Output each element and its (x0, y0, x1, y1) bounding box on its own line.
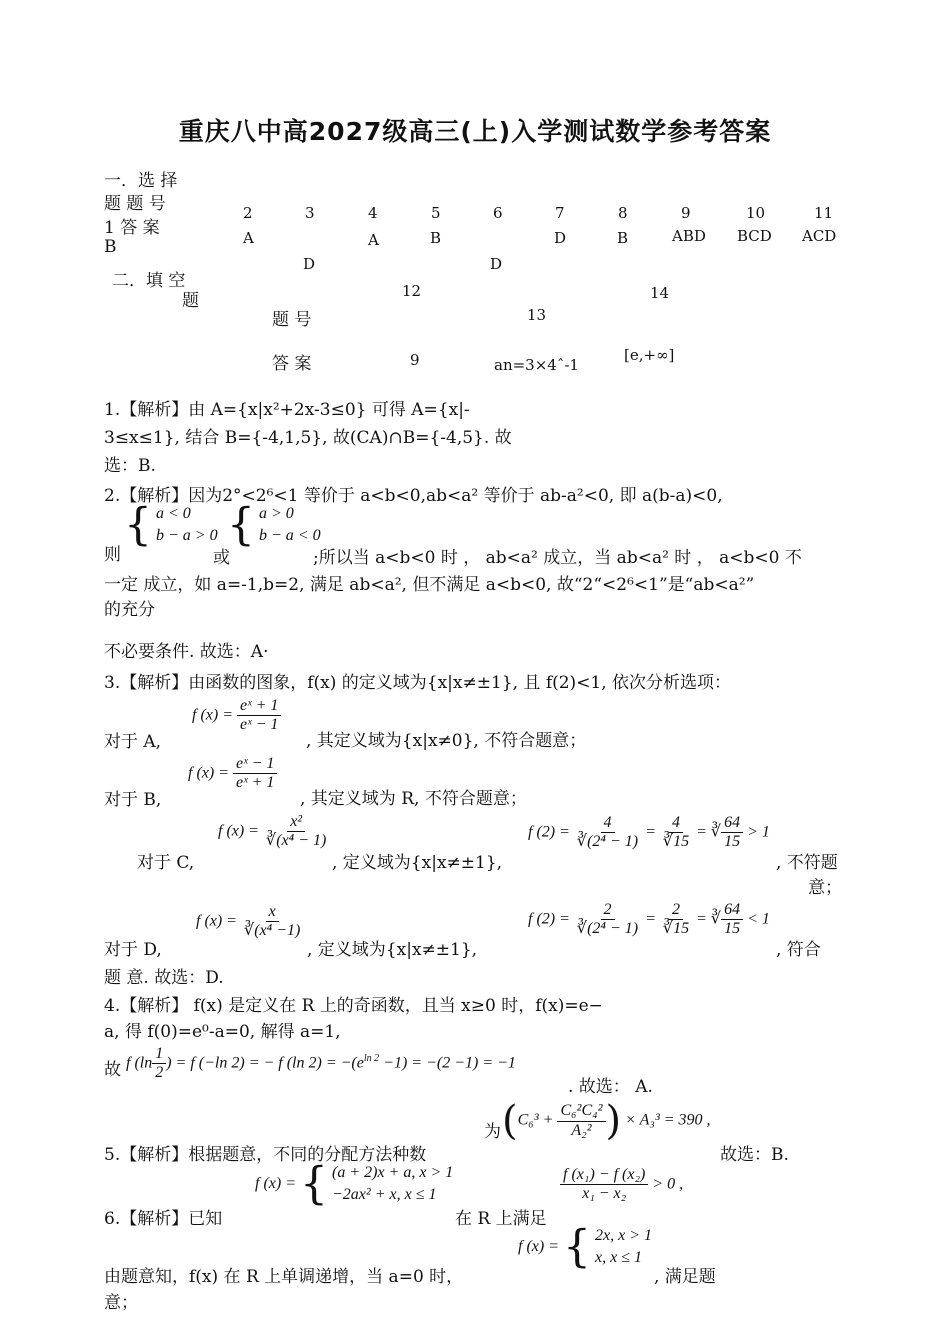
answer-13: an=3×4ˆ-1 (494, 356, 579, 374)
solution-5-line: 5.【解析】根据题意，不同的分配方法种数 (104, 1145, 427, 1165)
answer-9: ABD (672, 227, 706, 245)
case-line: 2x, x > 1 (595, 1227, 652, 1244)
solution-2-line: 一定 成立，如 a=-1,b=2, 满足 ab<a², 但不满足 a<b<0, 故“2“<2⁶<1”是“ab<a²” (104, 575, 755, 595)
solution-4-line: a, 得 f(0)=e⁰-a=0, 解得 a=1, (104, 1022, 341, 1042)
option-text: , 不符题 (776, 853, 838, 873)
question-number: 5 (431, 204, 441, 222)
option-text: 题 意. 故选：D. (104, 968, 224, 988)
solution-2-line: 不必要条件. 故选：A· (104, 642, 269, 662)
section2-heading-tail: 题 (182, 291, 199, 311)
option-text: , 其定义域为 R, 不符合题意； (300, 789, 527, 809)
solution-2-or: 或 (213, 548, 230, 568)
section1-num-label: 题 题 号 (104, 194, 166, 214)
solution-6-tail: , 满足题 (654, 1267, 716, 1287)
case-line: (a + 2)x + a, x > 1 (332, 1164, 454, 1181)
case-line: a < 0 (156, 505, 191, 522)
answer-4: A (368, 231, 379, 249)
solution-6-line: 6.【解析】已知 (104, 1209, 223, 1229)
solution-1-line: 1.【解析】由 A={x|x²+2x-3≤0} 可得 A={x|- (104, 400, 470, 420)
question-number: 11 (814, 204, 834, 222)
solution-1-line: 选：B. (104, 456, 156, 476)
formula: f (2) = $\frac{4}{\text{∛(2⁴ − 1)}}$ = $\frac{4}{∛15}$ = ∛ $\frac{64}{15}$ > 1 (528, 814, 770, 851)
piecewise-function: f (x) = { 2x, x > 1 x, x ≤ 1 (518, 1221, 652, 1273)
formula: f (ln $\frac{1}{2}$ ) = f (−ln 2) = − f (ln $2) = -(e^{ln 2} -1) = -(2 -1) = -1$ (126, 1045, 516, 1082)
answer-11: ACD (802, 227, 837, 245)
answer-8: B (617, 229, 629, 247)
case-line: a > 0 (259, 505, 294, 522)
solution-4-gu: 故 (104, 1060, 121, 1080)
case-system: { a < 0 b − a > 0 (124, 499, 218, 551)
option-text: , 符合 (776, 940, 821, 960)
question-number: 13 (527, 306, 547, 324)
solution-5-tail: 故选：B. (720, 1145, 789, 1165)
answer-12: 9 (410, 351, 420, 369)
piecewise-function: f (x) = { (a + 2)x + a, x > 1 −2ax² + x, x ≤ 1 (255, 1158, 454, 1210)
formula: f (x) = $\frac{x}{\text{∛(x⁴ −1)}}$ (196, 903, 301, 940)
solution-6-end: 意； (104, 1293, 138, 1313)
question-number: 9 (681, 204, 691, 222)
solution-5-wei: 为 (484, 1122, 501, 1142)
answer-7: D (554, 229, 567, 247)
question-number: 3 (305, 204, 315, 222)
solution-2-line: 的充分 (104, 600, 155, 620)
answer-14: [e,+∞] (624, 346, 675, 364)
option-text: , 定义域为{x|x≠±1}, (307, 940, 478, 960)
solution-4-line: 4.【解析】 f(x) 是定义在 R 上的奇函数，且当 x≥0 时，f(x)=e− (104, 996, 603, 1016)
case-line: b − a > 0 (156, 527, 218, 545)
solution-3-intro: 3.【解析】由函数的图象，f(x) 的定义域为{x|x≠±1}, 且 f(2)<1, 依次分析选项： (104, 673, 732, 693)
solution-1-line: 3≤x≤1}, 结合 B={-4,1,5}, 故(CA)∩B={-4,5}. 故 (104, 428, 512, 448)
question-number: 4 (368, 204, 378, 222)
option-text: , 其定义域为{x|x≠0}, 不符合题意； (306, 731, 587, 751)
case-line: −2ax² + x, x ≤ 1 (332, 1186, 437, 1204)
question-number: 8 (618, 204, 628, 222)
monotonic-condition: $\frac{\text{f (x₁) − f (x₂)}}{\text{x₁ − x₂}}$ > 0 , (560, 1166, 683, 1204)
question-number: 7 (555, 204, 565, 222)
option-label: 对于 A, (104, 732, 162, 752)
section2-ans-label: 答 案 (272, 354, 312, 374)
option-label: 对于 C, (137, 853, 195, 873)
section1-heading: 一．选 择 (104, 171, 178, 191)
formula: f (x) = $\frac{\text{x²}}{\text{∛(x⁴ − 1)}}$ (218, 813, 327, 850)
solution-2-line: 2.【解析】因为2°<2⁶<1 等价于 a<b<0,ab<a² 等价于 ab-a²<0, 即 a(b-a)<0, (104, 486, 723, 506)
answer-10: BCD (737, 227, 772, 245)
answer-3: D (303, 255, 316, 273)
answer-5: B (430, 229, 442, 247)
answer-6: D (490, 255, 503, 273)
section1-ans-label: 1 答 案 (104, 218, 160, 238)
formula: f (x) = $\frac{\text{eˣ − 1}}{\text{eˣ + 1}}$ (188, 755, 277, 793)
section2-num-label: 题 号 (272, 310, 312, 330)
formula: f (x) = $\frac{\text{eˣ + 1}}{\text{eˣ − 1}}$ (192, 697, 281, 735)
answer-1: B (104, 237, 117, 257)
case-system: { a > 0 b − a < 0 (227, 499, 321, 551)
option-label: 对于 D, (104, 940, 162, 960)
solution-6-mid: 在 R 上满足 (455, 1209, 547, 1229)
solution-6-line: 由题意知，f(x) 在 R 上单调递增，当 a=0 时， (104, 1267, 464, 1287)
question-number: 2 (243, 204, 253, 222)
solution-2-line: ;所以当 a<b<0 时 ， ab<a² 成立，当 ab<a² 时 ， a<b<0 不 (313, 548, 802, 568)
case-line: x, x ≤ 1 (595, 1249, 642, 1267)
question-number: 10 (746, 204, 766, 222)
page-title: 重庆八中高2027级高三(上)入学测试数学参考答案 (178, 117, 772, 146)
case-line: b − a < 0 (259, 527, 321, 545)
solution-4-tail: . 故选： A. (568, 1077, 653, 1097)
question-number: 14 (650, 284, 670, 302)
option-text: 意； (808, 878, 842, 898)
formula: (C₆³ + $\frac{\text{C₆²C₄²}}{\text{A₂²}}$ ) × A₃³ = 390 , (502, 1098, 711, 1144)
section2-heading: 二．填 空 (112, 271, 186, 291)
solution-2-then: 则 (104, 545, 121, 565)
formula: f (2) = $\frac{2}{\text{∛(2⁴ − 1)}}$ = $\frac{2}{∛15}$ = ∛ $\frac{64}{15}$ < 1 (528, 901, 770, 938)
question-number: 6 (493, 204, 503, 222)
question-number: 12 (402, 282, 422, 300)
option-text: , 定义域为{x|x≠±1}, (332, 853, 503, 873)
answer-2: A (243, 229, 254, 247)
option-label: 对于 B, (104, 790, 162, 810)
